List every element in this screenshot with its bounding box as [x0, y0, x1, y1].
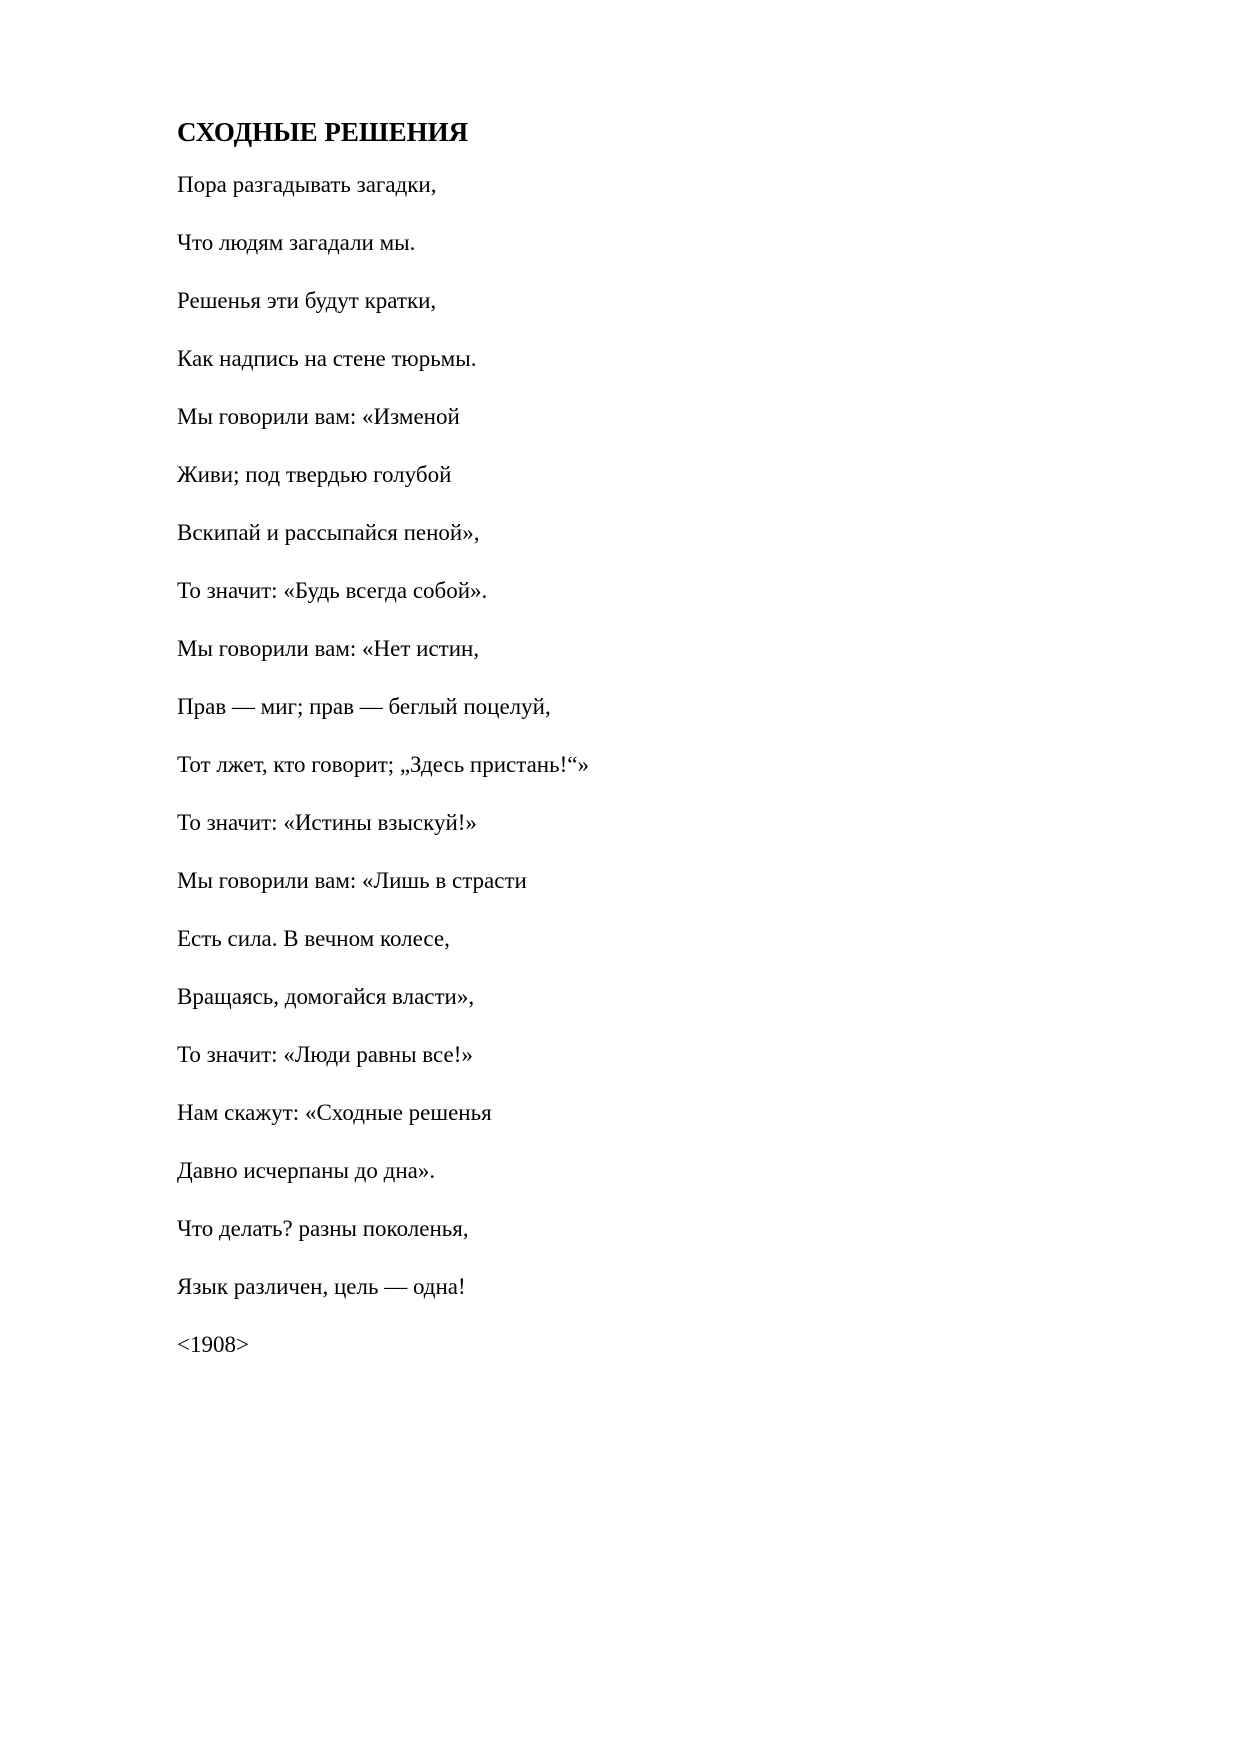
poem-line: Нам скажут: «Сходные решенья [177, 1100, 492, 1125]
poem-title: СХОДНЫЕ РЕШЕНИЯ [177, 117, 469, 147]
poem-line: Давно исчерпаны до дна». [177, 1158, 436, 1183]
poem-line: Что людям загадали мы. [177, 230, 416, 255]
poem-line: Живи; под твердью голубой [177, 462, 452, 487]
poem-line: Как надпись на стене тюрьмы. [177, 346, 477, 371]
poem-line: Решенья эти будут кратки, [177, 288, 437, 313]
poem-line: То значит: «Люди равны все!» [177, 1042, 473, 1067]
poem-line: Вращаясь, домогайся власти», [177, 984, 475, 1009]
poem [177, 116, 1077, 1359]
poem-line: Прав — миг; прав — беглый поцелуй, [177, 694, 551, 719]
poem-line: То значит: «Истины взыскуй!» [177, 810, 477, 835]
poem-line: Пора разгадывать загадки, [177, 172, 437, 197]
poem-line: Что делать? разны поколенья, [177, 1216, 469, 1241]
poem-lines [177, 170, 1077, 1301]
poem-line: Вскипай и рассыпайся пеной», [177, 520, 480, 545]
poem-date: <1908> [177, 1332, 249, 1357]
poem-line: Тот лжет, кто говорит; „Здесь пристань!“» [177, 752, 589, 777]
poem-line: То значит: «Будь всегда собой». [177, 578, 488, 603]
poem-line: Язык различен, цель — одна! [177, 1274, 466, 1299]
poem-line: Мы говорили вам: «Лишь в страсти [177, 868, 527, 893]
poem-line: Есть сила. В вечном колесе, [177, 926, 450, 951]
poem-line: Мы говорили вам: «Нет истин, [177, 636, 480, 661]
poem-line: Мы говорили вам: «Изменой [177, 404, 460, 429]
